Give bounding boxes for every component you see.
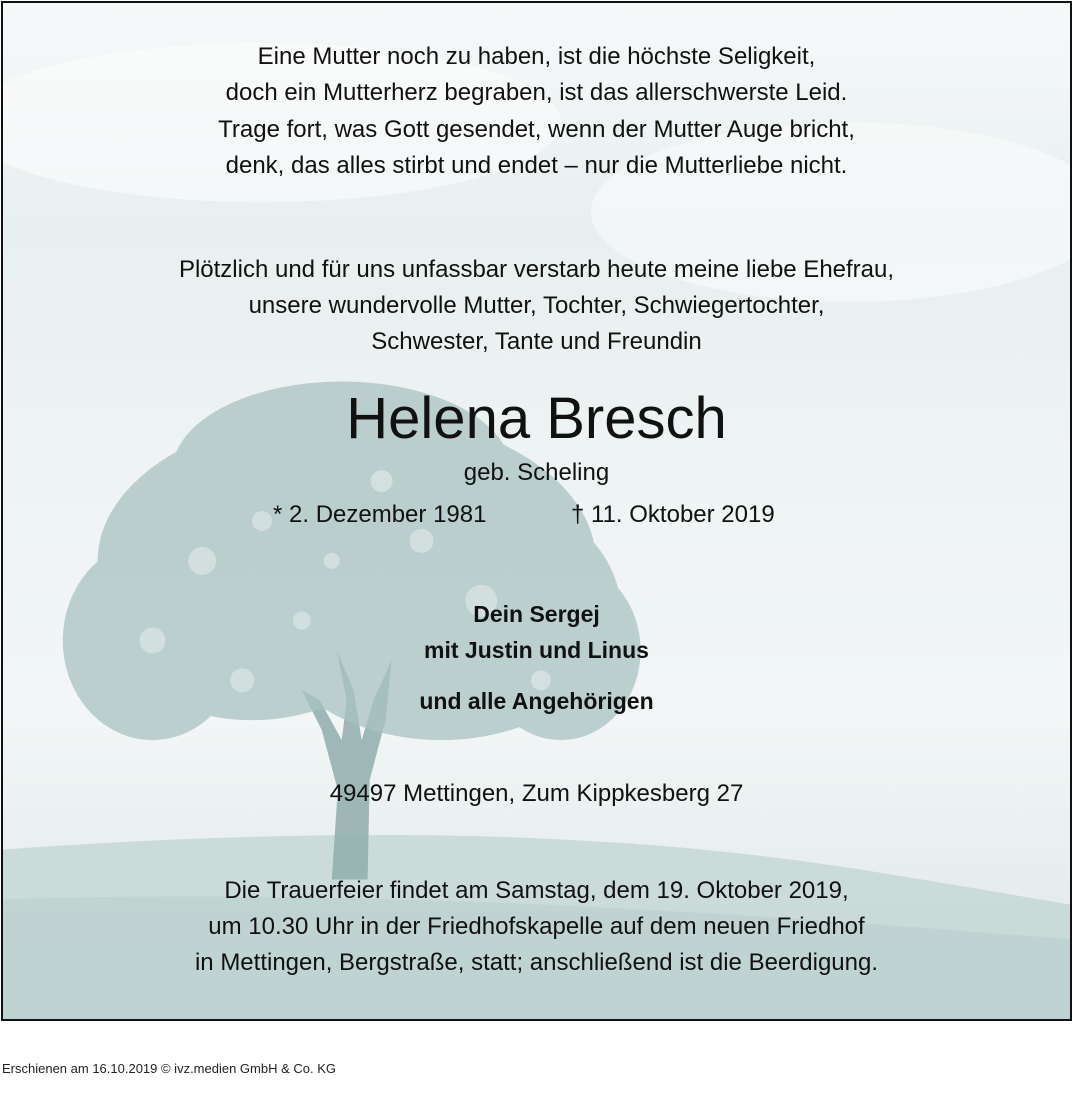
- intro-line: Schwester, Tante und Freundin: [371, 328, 702, 355]
- mourner-line: Dein Sergej: [473, 601, 600, 627]
- intro-line: unsere wundervolle Mutter, Tochter, Schwiegertochter,: [248, 292, 825, 319]
- funeral-line: Die Trauerfeier findet am Samstag, dem 19. Oktober 2019,: [224, 877, 849, 904]
- mourner-line: mit Justin und Linus: [424, 637, 649, 663]
- funeral-line: um 10.30 Uhr in der Friedhofskapelle auf dem neuen Friedhof: [208, 913, 865, 940]
- poem-line: Trage fort, was Gott gesendet, wenn der Mutter Auge bricht,: [218, 116, 855, 143]
- obituary-notice: [1, 1, 1072, 1021]
- address: 49497 Mettingen, Zum Kippkesberg 27: [329, 780, 744, 807]
- poem-line: denk, das alles stirbt und endet – nur die Mutterliebe nicht.: [225, 152, 848, 179]
- mourner-line: und alle Angehörigen: [419, 688, 654, 714]
- death-date: † 11. Oktober 2019: [571, 501, 775, 528]
- poem-line: doch ein Mutterherz begraben, ist das allerschwerste Leid.: [225, 79, 848, 106]
- poem-line: Eine Mutter noch zu haben, ist die höchste Seligkeit,: [257, 43, 816, 70]
- deceased-name: Helena Bresch: [346, 386, 727, 451]
- publication-credit: Erschienen am 16.10.2019 © ivz.medien GmbH & Co. KG: [2, 1061, 337, 1076]
- intro-line: Plötzlich und für uns unfassbar verstarb heute meine liebe Ehefrau,: [178, 256, 895, 283]
- funeral-line: in Mettingen, Bergstraße, statt; anschließend ist die Beerdigung.: [194, 949, 879, 976]
- birth-date: * 2. Dezember 1981: [273, 501, 487, 528]
- maiden-name: geb. Scheling: [463, 459, 610, 486]
